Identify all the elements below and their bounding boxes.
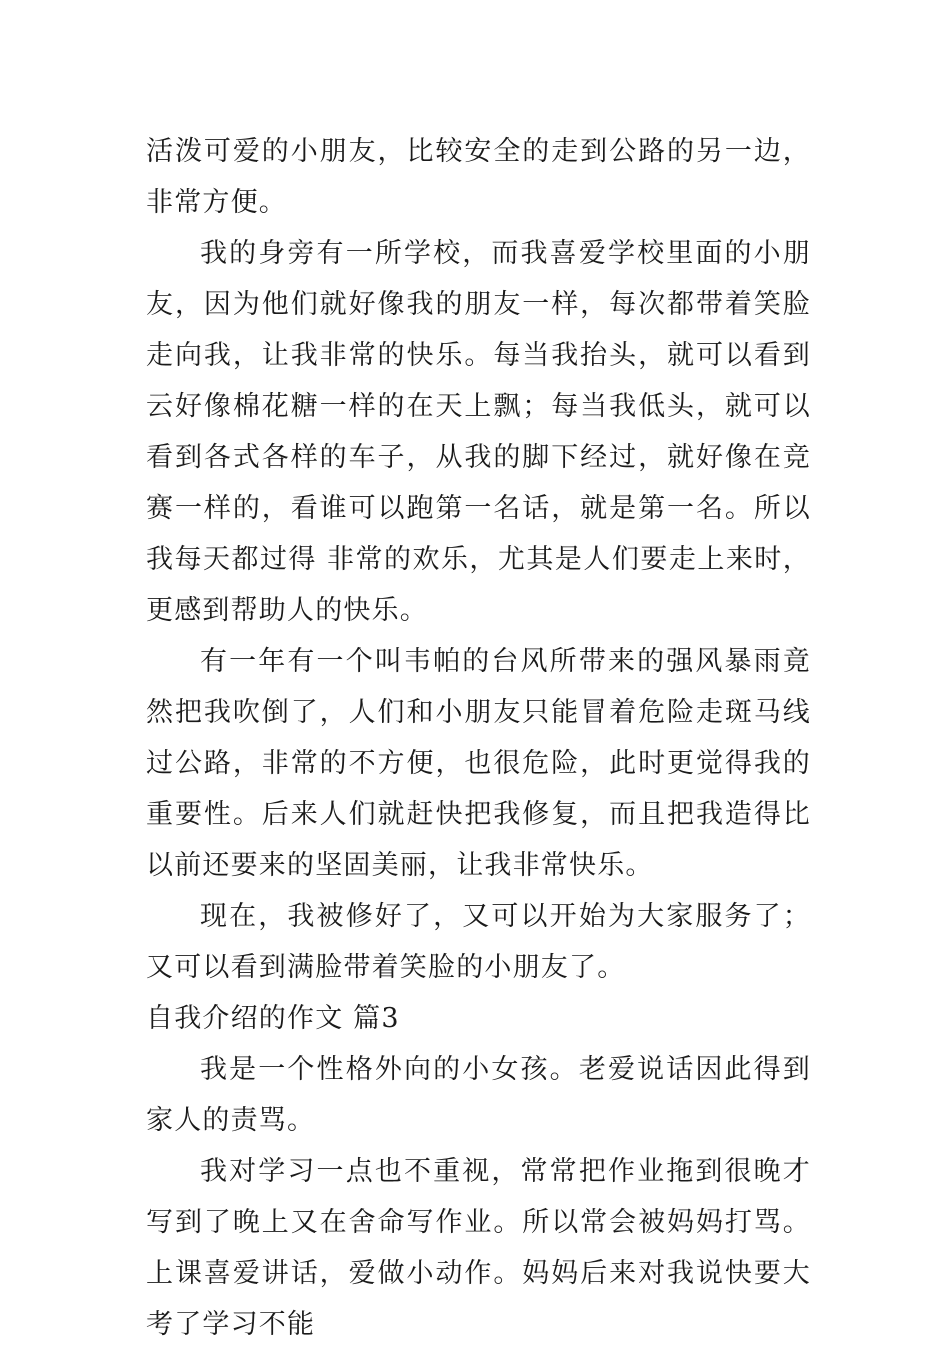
paragraph-typhoon: 有一年有一个叫韦帕的台风所带来的强风暴雨竟然把我吹倒了，人们和小朋友只能冒着危险走斑马线过公路，非常的不方便，也很危险，此时更觉得我的重要性。后来人们就赶快把我修复，而且把我造得比以前还要来的坚固美丽，让我非常快乐。 [146, 646, 811, 881]
document-body [146, 126, 811, 1350]
paragraph-continuation: 活泼可爱的小朋友，比较安全的走到公路的另一边，非常方便。 [146, 136, 811, 218]
paragraph-school: 我的身旁有一所学校，而我喜爱学校里面的小朋友，因为他们就好像我的朋友一样，每次都带着笑脸走向我，让我非常的快乐。每当我抬头，就可以看到云好像棉花糖一样的在天上飘；每当我低头，就可以看到各式各样的车子，从我的脚下经过，就好像在竞赛一样的，看谁可以跑第一名话，就是第一名。所以我每天都过得 非常的欢乐，尤其是人们要走上来时，更感到帮助人的快乐。 [146, 238, 811, 626]
section-heading: 自我介绍的作文 篇3 [146, 1003, 400, 1034]
paragraph-intro: 我是一个性格外向的小女孩。老爱说话因此得到家人的责骂。 [146, 1054, 811, 1136]
paragraph-study: 我对学习一点也不重视，常常把作业拖到很晚才写到了晚上又在舍命写作业。所以常会被妈妈打骂。上课喜爱讲话，爱做小动作。妈妈后来对我说快要大考了学习不能 [146, 1156, 811, 1340]
paragraph-repaired: 现在，我被修好了，又可以开始为大家服务了；又可以看到满脸带着笑脸的小朋友了。 [146, 901, 811, 983]
